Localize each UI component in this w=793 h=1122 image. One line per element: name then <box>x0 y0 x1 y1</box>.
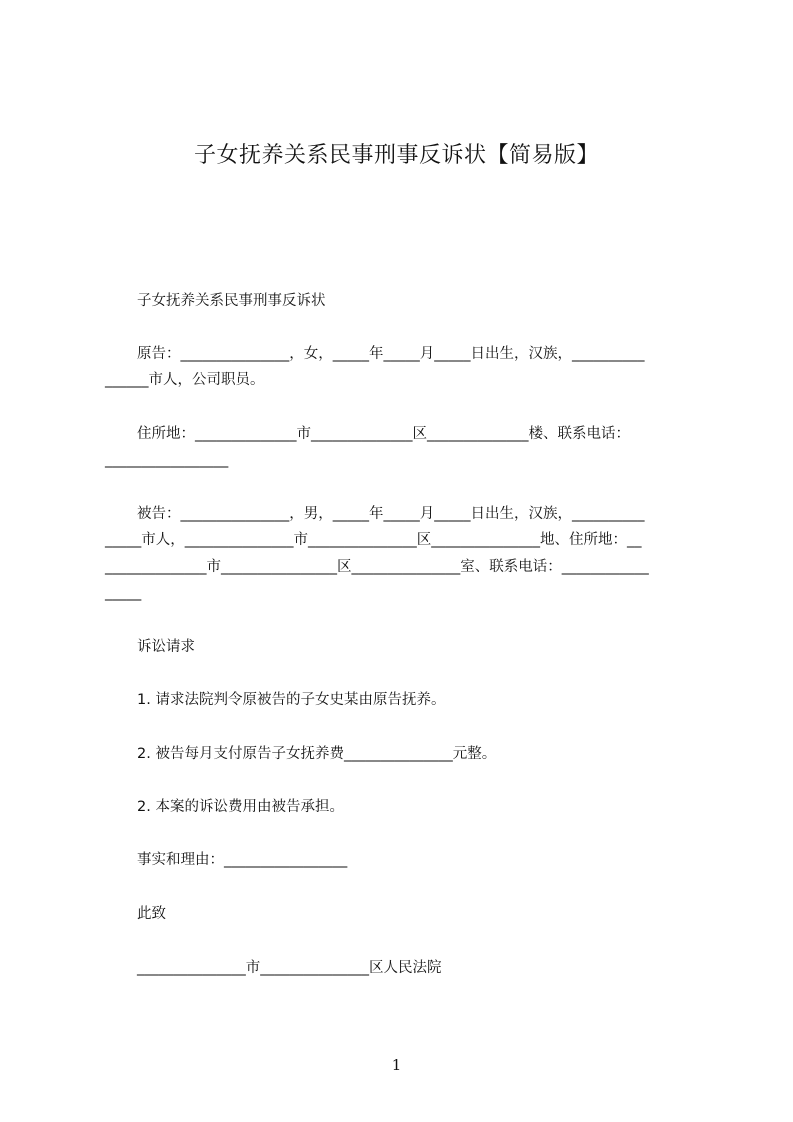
defendant-line-1: 被告：_______________，男，_____年_____月_____日出生，汉族，__________ <box>137 506 645 522</box>
defendant-line-2: _____市人，_______________市_______________区_______________地、住所地：__ <box>105 532 642 548</box>
document-title: 子女抚养关系民事刑事反诉状【简易版】 <box>193 143 599 168</box>
claim-item: 2. 本案的诉讼费用由被告承担。 <box>137 799 344 815</box>
plaintiff-line-2: ______市人，公司职员。 <box>105 372 265 388</box>
claim-item: 2. 被告每月支付原告子女抚养费_______________元整。 <box>137 746 497 762</box>
plaintiff-line-1: 原告：_______________，女，_____年_____月_____日出生，汉族，__________ <box>137 346 645 362</box>
residence-line-1: 住所地：______________市______________区______________楼、联系电话： <box>137 426 630 442</box>
defendant-line-3: ______________市________________区_______________室、联系电话：____________ <box>105 559 649 575</box>
salutation: 此致 <box>137 906 166 922</box>
court-name: _______________市_______________区人民法院 <box>137 960 442 976</box>
page-number: 1 <box>391 1056 402 1074</box>
claims-heading: 诉讼请求 <box>137 639 195 655</box>
residence-line-2: _________________ <box>105 452 229 468</box>
defendant-line-4: _____ <box>105 585 142 601</box>
document-subtitle: 子女抚养关系民事刑事反诉状 <box>137 293 326 309</box>
facts-and-reasons: 事实和理由：_________________ <box>137 852 348 868</box>
claim-item: 1. 请求法院判令原被告的子女史某由原告抚养。 <box>137 692 446 708</box>
